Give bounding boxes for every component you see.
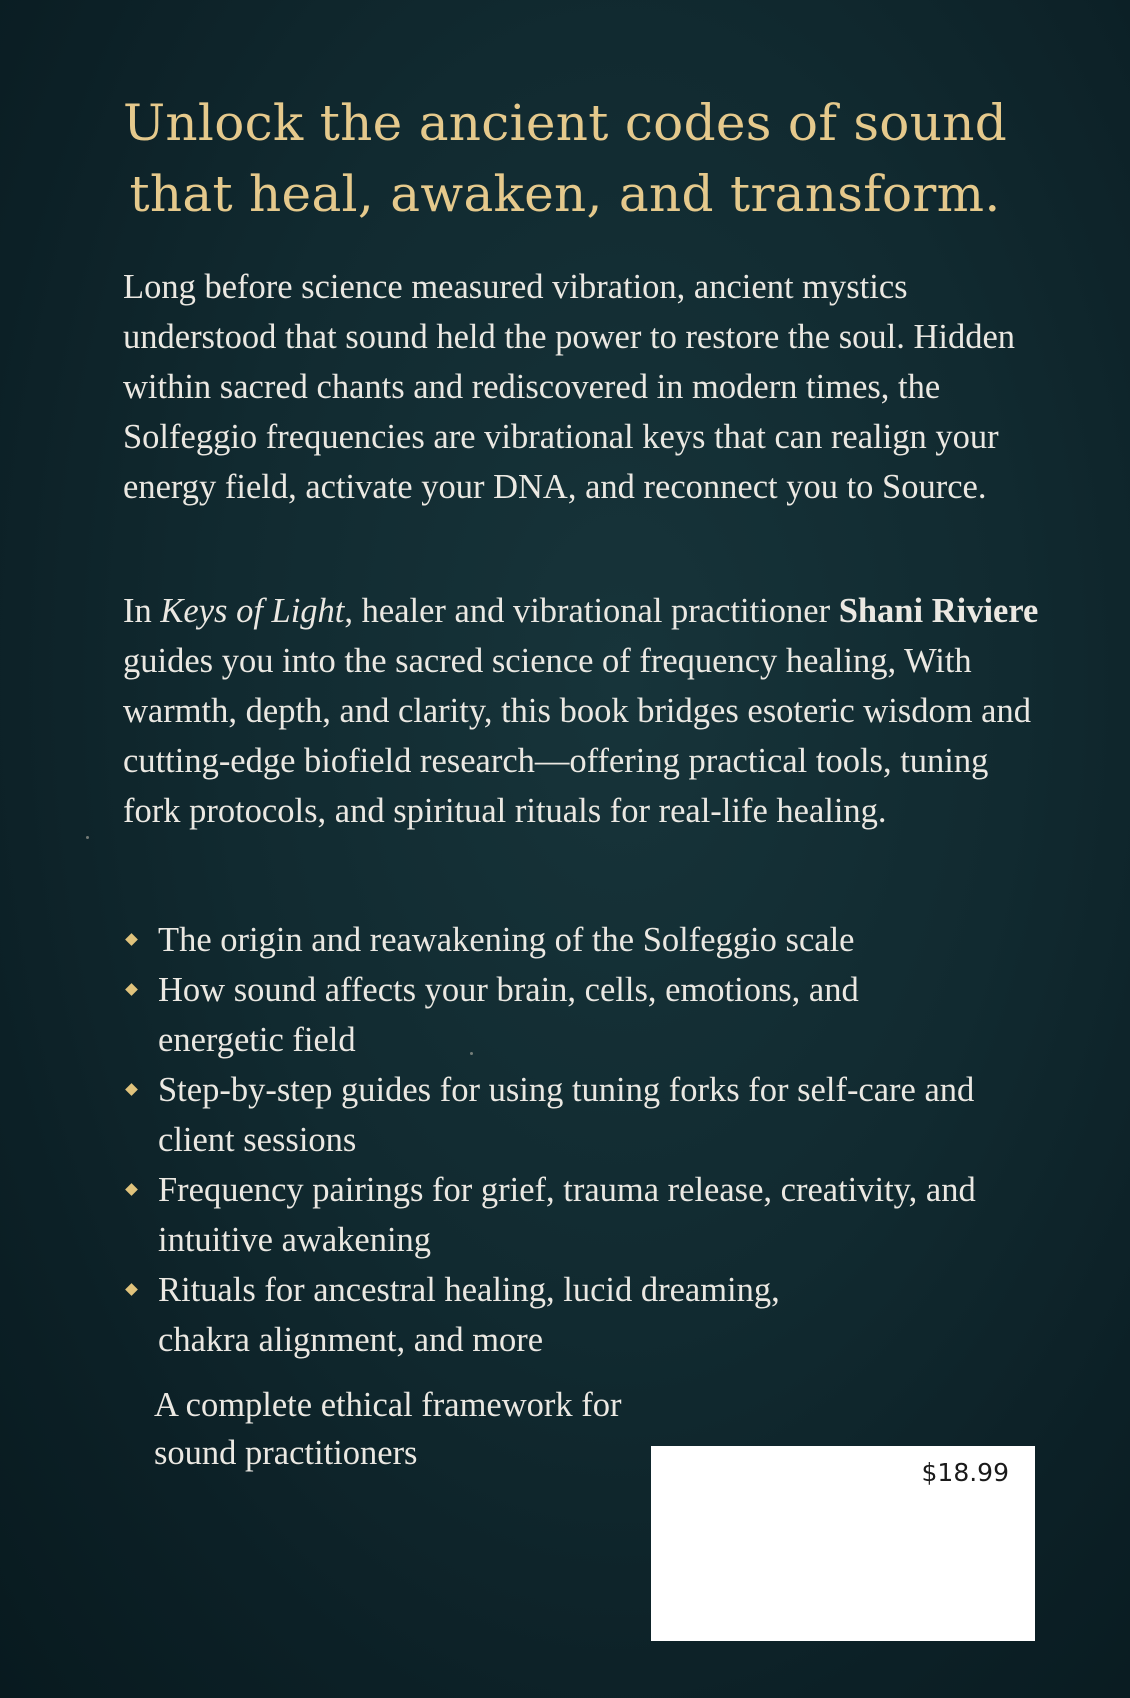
headline-line-2: that heal, awaken, and transform.	[129, 165, 1001, 223]
paragraph-2-in: In	[123, 592, 152, 630]
feature-list	[123, 915, 1023, 1365]
list-item-text: How sound affects your brain, cells, emotions, and energetic field	[158, 971, 859, 1059]
paragraph-2-middle: , healer and vibrational practitioner	[344, 592, 831, 630]
list-item-text: Frequency pairings for grief, trauma release, creativity, and intuitive awakening	[158, 1171, 976, 1259]
barcode-area	[651, 1446, 1035, 1641]
diamond-icon	[125, 1083, 138, 1096]
headline-line-1: Unlock the ancient codes of sound	[122, 94, 1008, 152]
author-name: Shani Riviere	[838, 592, 1039, 630]
diamond-icon	[125, 933, 138, 946]
list-item-text: Rituals for ancestral healing, lucid dreaming, chakra alignment, and more	[158, 1271, 780, 1359]
list-item	[123, 965, 1023, 1065]
description-paragraph-2	[123, 586, 1043, 836]
paragraph-2-rest: guides you into the sacred science of frequency healing, With warmth, depth, and clarity, this book bridges esoteric wisdom and cutting-edge biofield research—offering practical tools, tuning fork protocols, and spiritual rituals for real-life healing.	[123, 642, 1031, 830]
price-label: $18.99	[921, 1458, 1009, 1487]
paragraph-1-text: Long before science measured vibration, ancient mystics understood that sound held the power to restore the soul. Hidden within sacred chants and rediscovered in modern times, the Solfeggio frequencies are vibrational keys that can realign your energy field, activate your DNA, and reconnect you to Source.	[123, 268, 1016, 506]
book-title: Keys of Light	[160, 592, 345, 630]
list-item	[123, 1265, 1023, 1365]
list-item	[123, 915, 1023, 965]
list-item-text: Step-by-step guides for using tuning forks for self-care and client sessions	[158, 1071, 975, 1159]
list-item	[123, 1065, 1023, 1165]
closing-line: A complete ethical framework for sound practitioners	[154, 1386, 622, 1472]
list-item-text: The origin and reawakening of the Solfeggio scale	[158, 921, 855, 959]
diamond-icon	[125, 1183, 138, 1196]
list-item	[123, 1165, 1023, 1265]
dust-speck	[86, 836, 89, 839]
headline	[100, 88, 1030, 230]
description-paragraph-1	[123, 262, 1043, 512]
dust-speck	[470, 1052, 473, 1055]
paragraph-2-text	[123, 586, 1043, 836]
diamond-icon	[125, 1283, 138, 1296]
diamond-icon	[125, 983, 138, 996]
